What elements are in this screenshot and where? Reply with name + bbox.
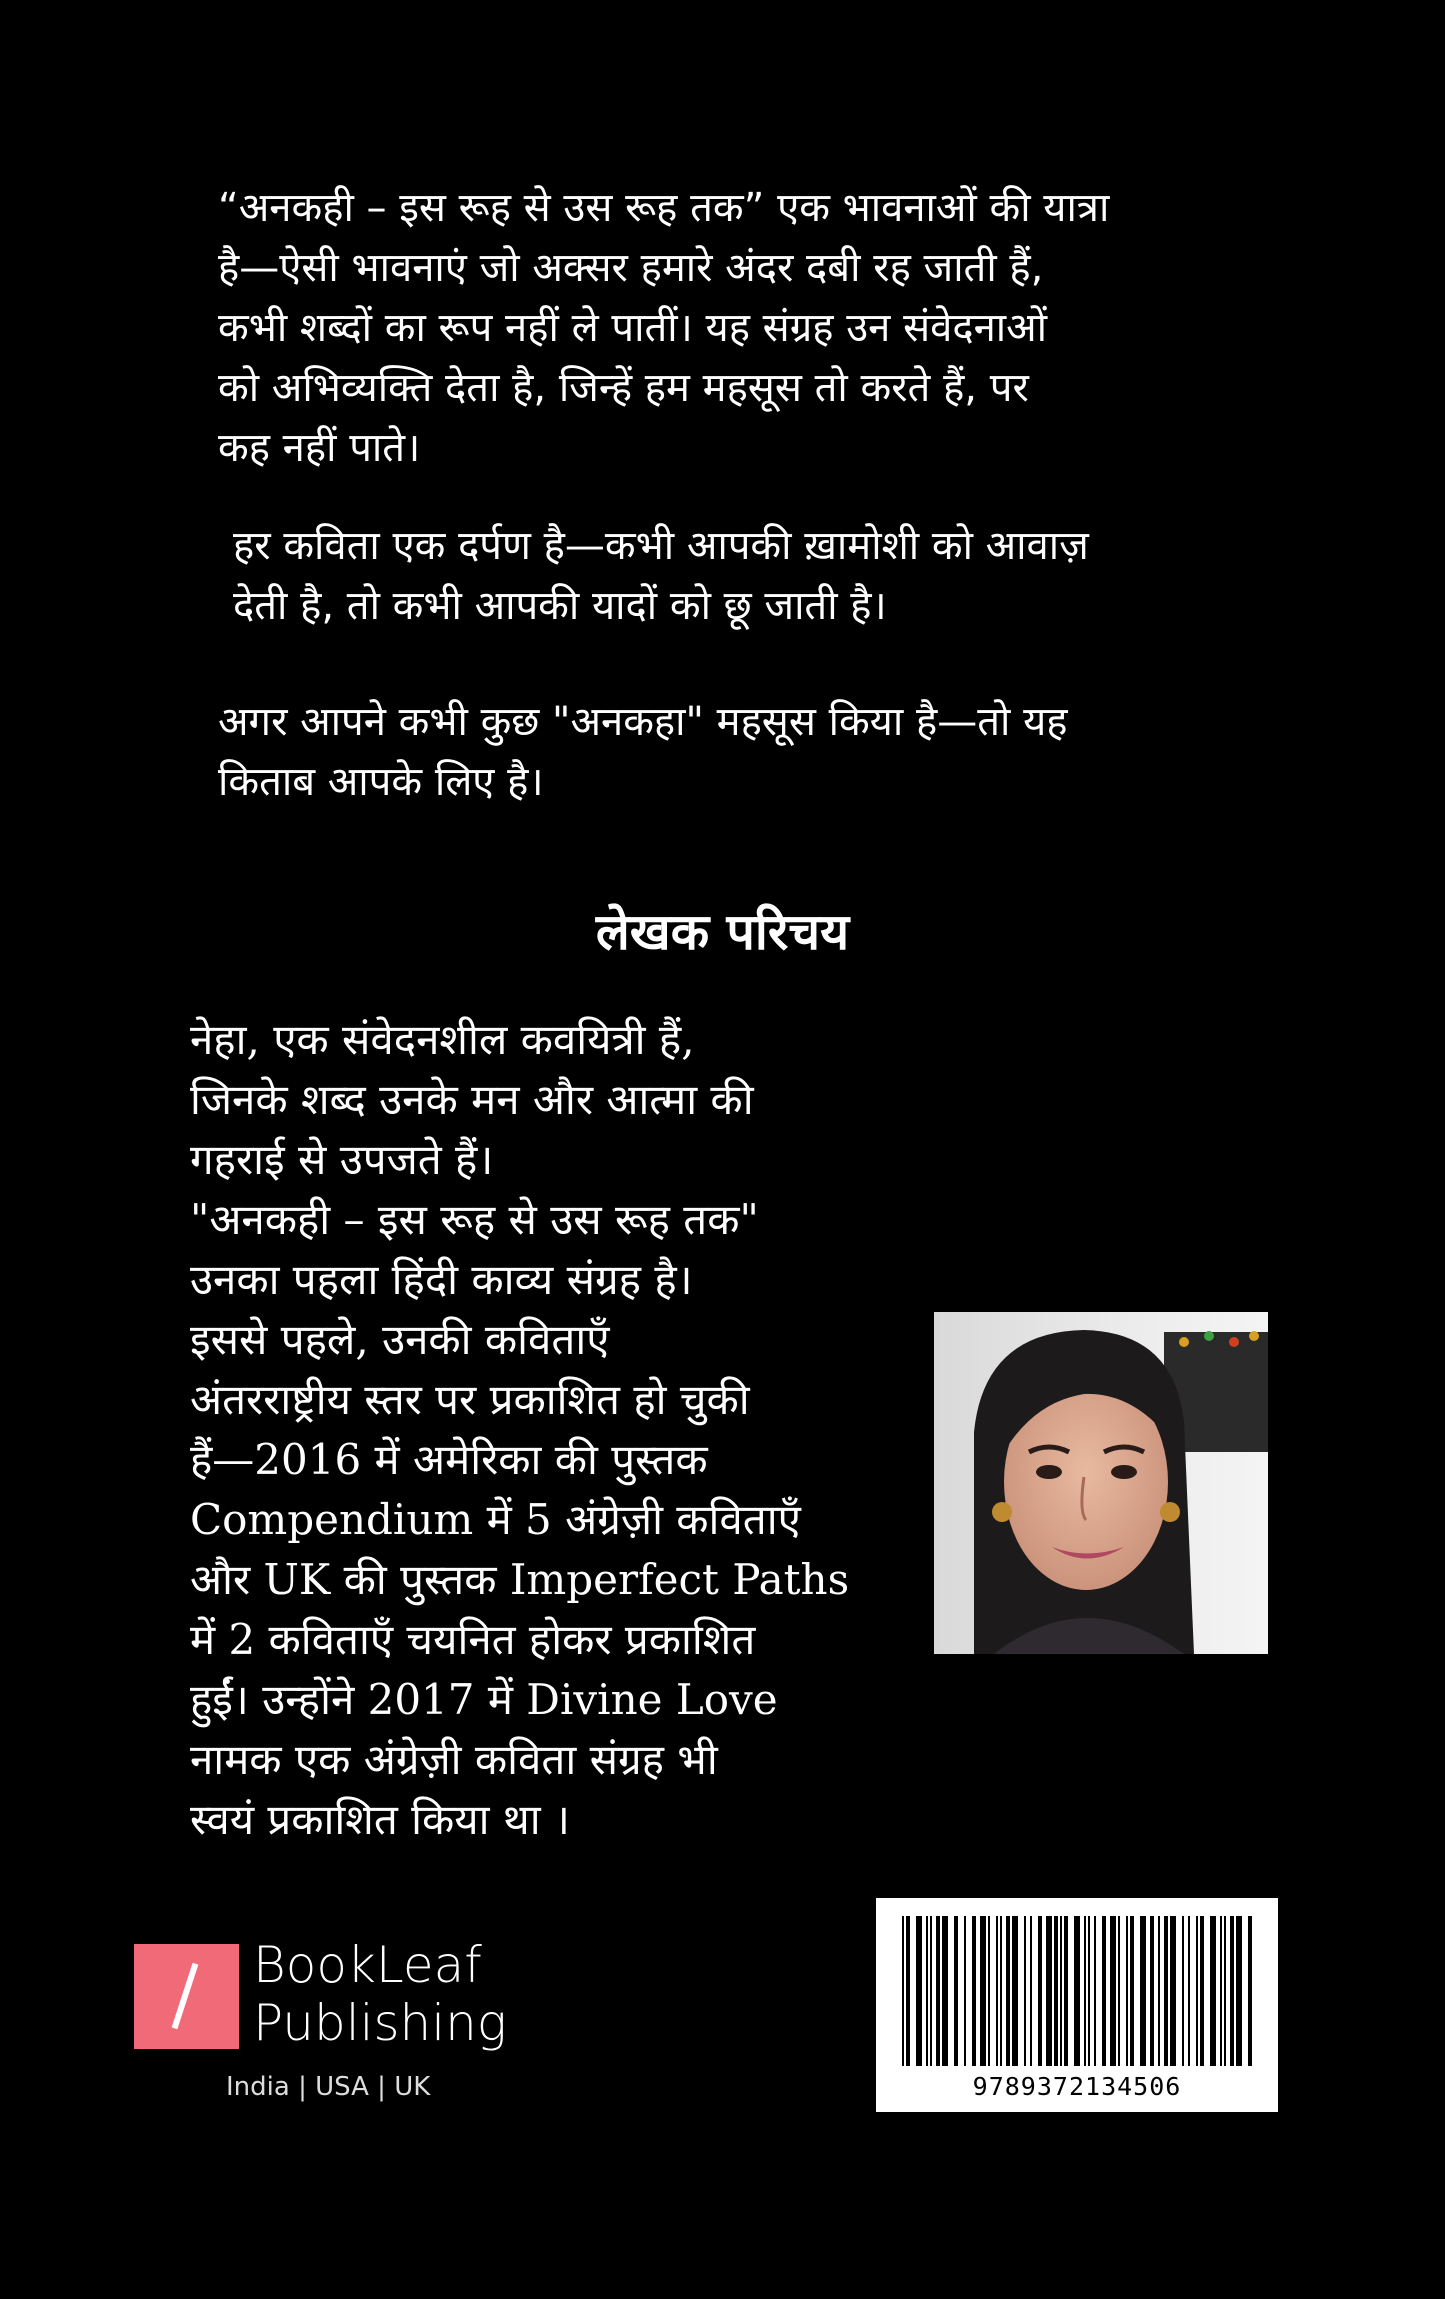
bio-line: Compendium में 5 अंग्रेज़ी कविताएँ [190, 1495, 801, 1544]
bio-line: हैं—2016 में अमेरिका की पुस्तक [190, 1435, 708, 1484]
author-photo [934, 1312, 1268, 1654]
publisher-name-line-1: BookLeaf [253, 1936, 482, 1994]
bio-line: और UK की पुस्तक Imperfect Paths [190, 1555, 850, 1604]
publisher-regions: India | USA | UK [226, 2072, 431, 2102]
blurb-line: अगर आपने कभी कुछ "अनकहा" महसूस किया है—तो यह [218, 699, 1068, 745]
blurb-line: है—ऐसी भावनाएं जो अक्सर हमारे अंदर दबी रह जाती हैं, [218, 245, 1044, 291]
bio-line: इससे पहले, उनकी कविताएँ [190, 1315, 610, 1364]
blurb-line: देती है, तो कभी आपकी यादों को छू जाती है। [233, 583, 887, 629]
blurb-line: कह नहीं पाते। [218, 425, 421, 471]
bio-line: में 2 कविताएँ चयनित होकर प्रकाशित [190, 1615, 756, 1664]
author-bio [190, 1010, 890, 1850]
bio-line: जिनके शब्द उनके मन और आत्मा की [190, 1075, 754, 1124]
blurb-line: कभी शब्दों का रूप नहीं ले पातीं। यह संग्रह उन संवेदनाओं [218, 305, 1048, 351]
isbn-number: 9789372134506 [972, 2072, 1182, 2101]
bio-line: हुईं। उन्होंने 2017 में Divine Love [190, 1675, 778, 1724]
blurb-paragraph-2 [233, 516, 1193, 636]
blurb-paragraph-1 [218, 178, 1178, 478]
publisher-name [253, 1936, 507, 2052]
bio-line: गहराई से उपजते हैं। [190, 1135, 494, 1184]
bio-line: अंतरराष्ट्रीय स्तर पर प्रकाशित हो चुकी [190, 1375, 750, 1424]
bio-line: नेहा, एक संवेदनशील कवयित्री हैं, [190, 1015, 695, 1064]
logo-mark [134, 1944, 239, 2049]
blurb-line: हर कविता एक दर्पण है—कभी आपकी ख़ामोशी को आवाज़ [233, 523, 1089, 569]
author-portrait-image [934, 1312, 1268, 1654]
bio-line: उनका पहला हिंदी काव्य संग्रह है। [190, 1255, 693, 1304]
isbn-barcode [876, 1898, 1278, 2112]
blurb-line: किताब आपके लिए है। [218, 759, 544, 805]
bio-line: नामक एक अंग्रेज़ी कविता संग्रह भी [190, 1735, 718, 1784]
bio-line: "अनकही – इस रूह से उस रूह तक" [190, 1195, 759, 1244]
author-heading: लेखक परिचय [595, 903, 850, 961]
bio-line: स्वयं प्रकाशित किया था । [190, 1795, 570, 1844]
publisher-name-line-2: Publishing [253, 1994, 507, 2052]
blurb-line: “अनकही – इस रूह से उस रूह तक” एक भावनाओं की यात्रा [218, 185, 1110, 231]
slash-icon [172, 1963, 199, 2030]
blurb-paragraph-3 [218, 692, 1178, 812]
blurb-line: को अभिव्यक्ति देता है, जिन्हें हम महसूस तो करते हैं, पर [218, 365, 1029, 411]
publisher-logo [134, 1936, 514, 2104]
